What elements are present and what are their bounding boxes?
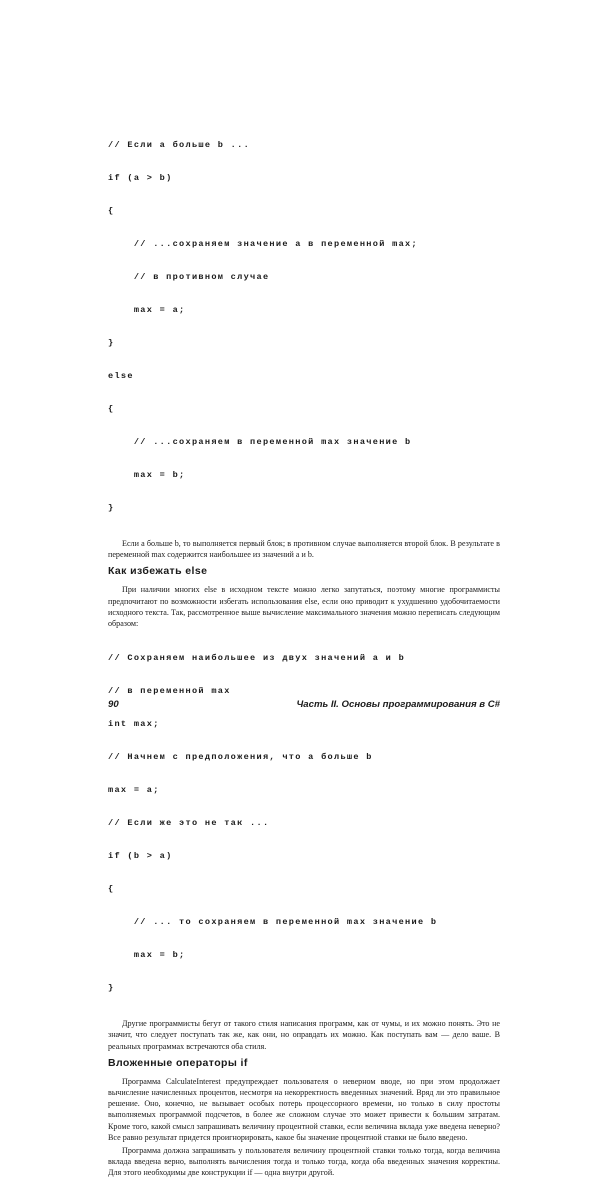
code-line: // Начнем с предположения, что a больше b xyxy=(108,752,373,763)
code-line: // ...сохраняем значение a в переменной max; xyxy=(108,239,418,249)
code-block-if-else xyxy=(108,118,500,536)
code-line: } xyxy=(108,338,115,348)
code-line: // Сохраняем наибольшее из двух значений a и b xyxy=(108,653,406,664)
code-line: max = a; xyxy=(108,305,186,315)
paragraph-calculate-interest: Программа CalculateInterest предупреждает пользователя о неверном вводе, но при этом продолжает вычисление начисленных процентов, несмотря на некорректность введенных значений. Вряд ли это правильное решение. Оно, конечно, не вызывает особых потерь процессорного времени, но только в силу простоты выполняемых программой подсчетов, в более же сложном случае это может привести к большим затратам. Кроме того, какой смысл запрашивать величину процентной ставки, если величина вклада уже введена неверно? Все равно результат придется проигнорировать, какое бы значение процентной ставки не было введено. xyxy=(108,1076,500,1142)
code-block-no-else xyxy=(108,631,500,1016)
section-heading-avoid-else: Как избежать else xyxy=(108,565,208,578)
page-number: 90 xyxy=(108,699,119,710)
paragraph-two-if-constructs: Программа должна запрашивать у пользователя величину процентной ставки только тогда, когда величина вклада введена верно, выполнять вычисления тогда и только тогда, когда оба введенных значения корректны. Для этого необходимы две конструкции if — одна внутри другой. xyxy=(108,1146,500,1178)
code-line: // ...сохраняем в переменной max значение b xyxy=(108,437,412,447)
code-line: { xyxy=(108,404,115,414)
code-line: else xyxy=(108,371,134,381)
paragraph-result-max: Если a больше b, то выполняется первый блок; в противном случае выполняется второй блок. В результате в переменной max содержится наибольшее из значений a и b. xyxy=(108,539,500,560)
code-line: if (b > a) xyxy=(108,851,173,862)
code-line: { xyxy=(108,884,115,895)
code-line: // Если a больше b ... xyxy=(108,140,251,150)
code-line: { xyxy=(108,206,115,216)
code-line: // в противном случае xyxy=(108,272,270,282)
code-line: // ... то сохраняем в переменной max значение b xyxy=(108,917,438,928)
page-content xyxy=(108,118,500,1178)
paragraph-other-programmers: Другие программисты бегут от такого стиля написания программ, как от чумы, и их можно понять. Это не значит, что следует поступать так же, как они, но оправдать их можно. Как поступать вам — дело ваше. В реальных программах встречаются оба стиля. xyxy=(108,1019,500,1051)
code-line: max = b; xyxy=(108,950,186,961)
code-line: // в переменной max xyxy=(108,686,231,697)
paragraph-many-else: При наличии многих else в исходном тексте можно легко запутаться, поэтому многие программисты предпочитают по возможности избегать использования else, если оно приводит к ухудшению удобочитаемости исходного текста. Так, рассмотренное выше вычисление максимального значения можно переписать следующим образом: xyxy=(108,585,500,629)
code-line: int max; xyxy=(108,719,160,730)
running-title: Часть II. Основы программирования в C# xyxy=(296,699,500,710)
code-line: max = b; xyxy=(108,470,186,480)
code-line: } xyxy=(108,503,115,513)
code-line: } xyxy=(108,983,115,994)
code-line: // Если же это не так ... xyxy=(108,818,270,829)
section-heading-nested-if: Вложенные операторы if xyxy=(108,1056,248,1069)
code-line: if (a > b) xyxy=(108,173,173,183)
code-line: max = a; xyxy=(108,785,160,796)
